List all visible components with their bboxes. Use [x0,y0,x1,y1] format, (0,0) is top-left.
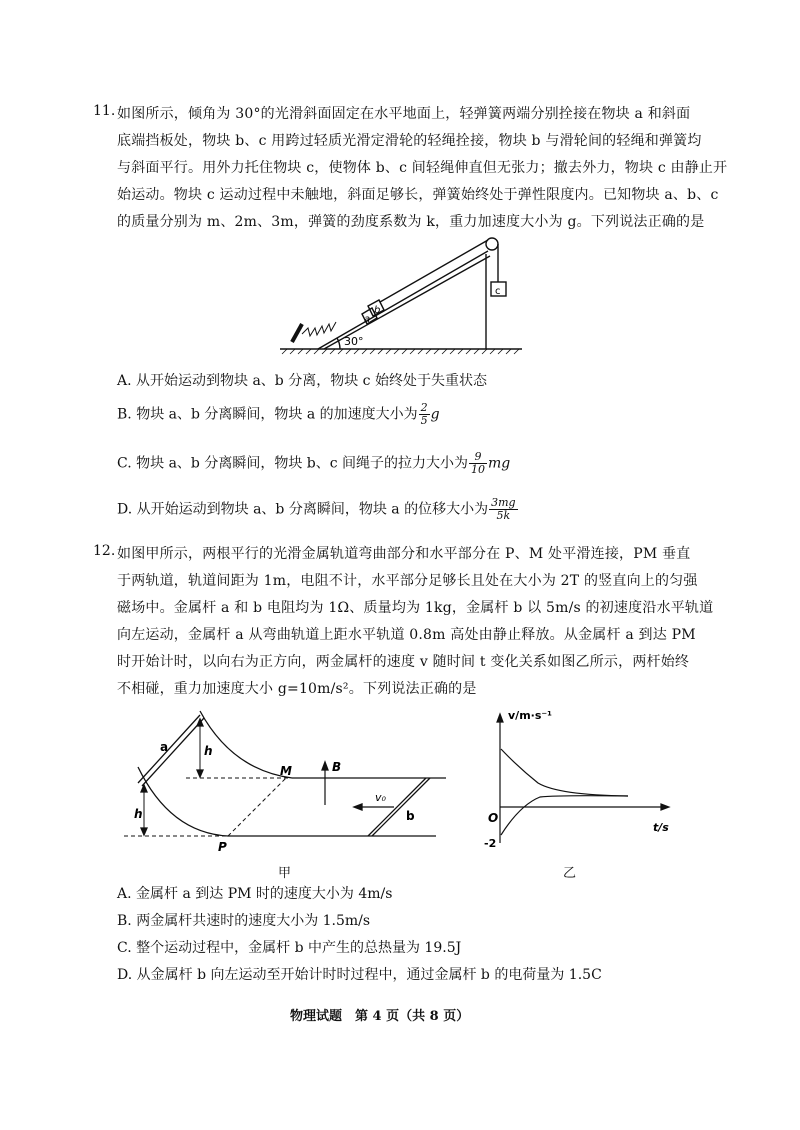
q11-line-4: 始运动。物块 c 运动过程中未触地，斜面足够长，弹簧始终处于弹性限度内。已知物块 a、b、c [117,187,719,203]
q12-figure-yi [478,705,678,855]
b-field-arrow-head [322,762,328,770]
q12-line-3: 磁场中。金属杆 a 和 b 电阻均为 1Ω、质量均为 1kg，金属杆 b 以 5m/s 的初速度沿水平轨道 [117,600,714,616]
q11-line-1: 如图所示，倾角为 30°的光滑斜面固定在水平地面上，轻弹簧两端分别拴接在物块 a 和斜面 [117,106,691,122]
q11-option-b-frac [419,402,430,427]
v0-label: v₀ [375,791,386,804]
q12-number: 12. [93,543,116,559]
tick-neg-label: -2 [484,837,497,850]
rod-a-edge [142,718,204,786]
m-label: M [280,764,292,778]
ground-hatch [282,349,519,354]
q11-line-5: 的质量分别为 m、2m、3m，弹簧的劲度系数为 k，重力加速度大小为 g。下列说法正确的是 [117,214,705,230]
frac-den: 10 [471,463,486,476]
page-footer: 物理试题 第 4 页（共 8 页） [290,1009,470,1024]
curve-upper [501,749,628,796]
v0-arrow-head [354,804,362,810]
q11-option-a: A. 从开始运动到物块 a、b 分离，物块 c 始终处于失重状态 [117,373,487,389]
frac-num: 9 [469,451,487,464]
x-axis-label: t/s [653,821,669,834]
q12-option-d: D. 从金属杆 b 向左运动至开始计时时过程中，通过金属杆 b 的电荷量为 1.5C [117,967,602,983]
q11-line-3: 与斜面平行。用外力托住物块 c，使物体 b、c 间轻绳伸直但无张力；撤去外力，物块 c 由静止开 [117,160,728,176]
q11-option-d-text: D. 从开始运动到物块 a、b 分离瞬间，物块 a 的位移大小为 [117,501,489,518]
angle-label: 30° [344,335,364,348]
q11-option-c-unit: mg [488,455,511,472]
q12-line-6: 不相碰，重力加速度大小 g=10m/s²。下列说法正确的是 [117,681,477,697]
b-field-label: B [332,760,342,774]
h-label-lower: h [134,807,143,821]
y-axis-label: v/m·s⁻¹ [508,709,552,722]
rope-incline [380,240,488,302]
q12-line-1: 如图甲所示，两根平行的光滑金属轨道弯曲部分和水平部分在 P、M 处平滑连接，PM 垂直 [117,546,691,562]
q11-option-d-frac [489,497,517,522]
y-axis-arrow [497,714,503,722]
q12-option-b: B. 两金属杆共速时的速度大小为 1.5m/s [117,913,371,929]
q11-option-c-text: C. 物块 a、b 分离瞬间，物块 b、c 间绳子的拉力大小为 [117,455,469,472]
q12-option-c: C. 整个运动过程中，金属杆 b 中产生的总热量为 19.5J [117,940,462,956]
q12-figure-jia [120,705,455,855]
frac-num: 2 [420,401,428,414]
spring [302,322,336,336]
stop-plate [292,324,302,342]
x-axis-arrow [661,804,669,810]
rod-a [138,715,200,783]
q11-line-2: 底端挡板处，物块 b、c 用跨过轻质光滑定滑轮的轻绳拴接，物块 b 与滑轮间的轻绳和弹簧均 [117,133,702,149]
q12-line-2: 于两轨道，轨道间距为 1m，电阻不计，水平部分足够长且处在大小为 2T 的竖直向上的匀强 [117,573,698,589]
pm-line [228,778,286,836]
label-c: c [495,286,501,297]
lower-curve-rail [138,767,228,836]
q11-option-b-unit: g [430,406,440,423]
q12-line-4: 向左运动，金属杆 a 从弯曲轨道上距水平轨道 0.8m 高处由静止释放。从金属杆 a 到达 PM [117,627,696,643]
label-a: a [364,314,371,325]
h-arrow-lower-tail [141,828,147,835]
h-arrow-lower-head [141,785,147,792]
q11-option-b [117,402,440,427]
frac-den: 5k [496,509,511,522]
upper-curve-rail [200,711,292,778]
q12-line-5: 时开始计时，以向右为正方向，两金属杆的速度 v 随时间 t 变化关系如图乙所示，两杆始终 [117,654,690,670]
figure-yi-caption: 乙 [563,866,577,881]
p-label: P [218,840,227,854]
q11-option-c [117,451,510,476]
frac-den: 5 [420,414,428,427]
figure-jia-caption: 甲 [278,866,292,881]
rod-b-label: b [406,809,415,823]
label-b: b [374,305,381,316]
curve-lower [501,796,628,835]
q12-option-a: A. 金属杆 a 到达 PM 时的速度大小为 4m/s [117,886,393,902]
h-label-upper: h [204,744,213,758]
frac-num: 3mg [491,496,516,509]
q11-figure [278,232,528,362]
q11-option-c-frac [469,451,487,476]
q11-option-d [117,497,519,522]
q11-number: 11. [93,103,116,119]
h-arrow-upper-tail [197,770,203,777]
q11-option-b-text: B. 物块 a、b 分离瞬间，物块 a 的加速度大小为 [117,406,418,423]
rod-a-label: a [160,740,169,754]
origin-label: O [488,811,499,825]
